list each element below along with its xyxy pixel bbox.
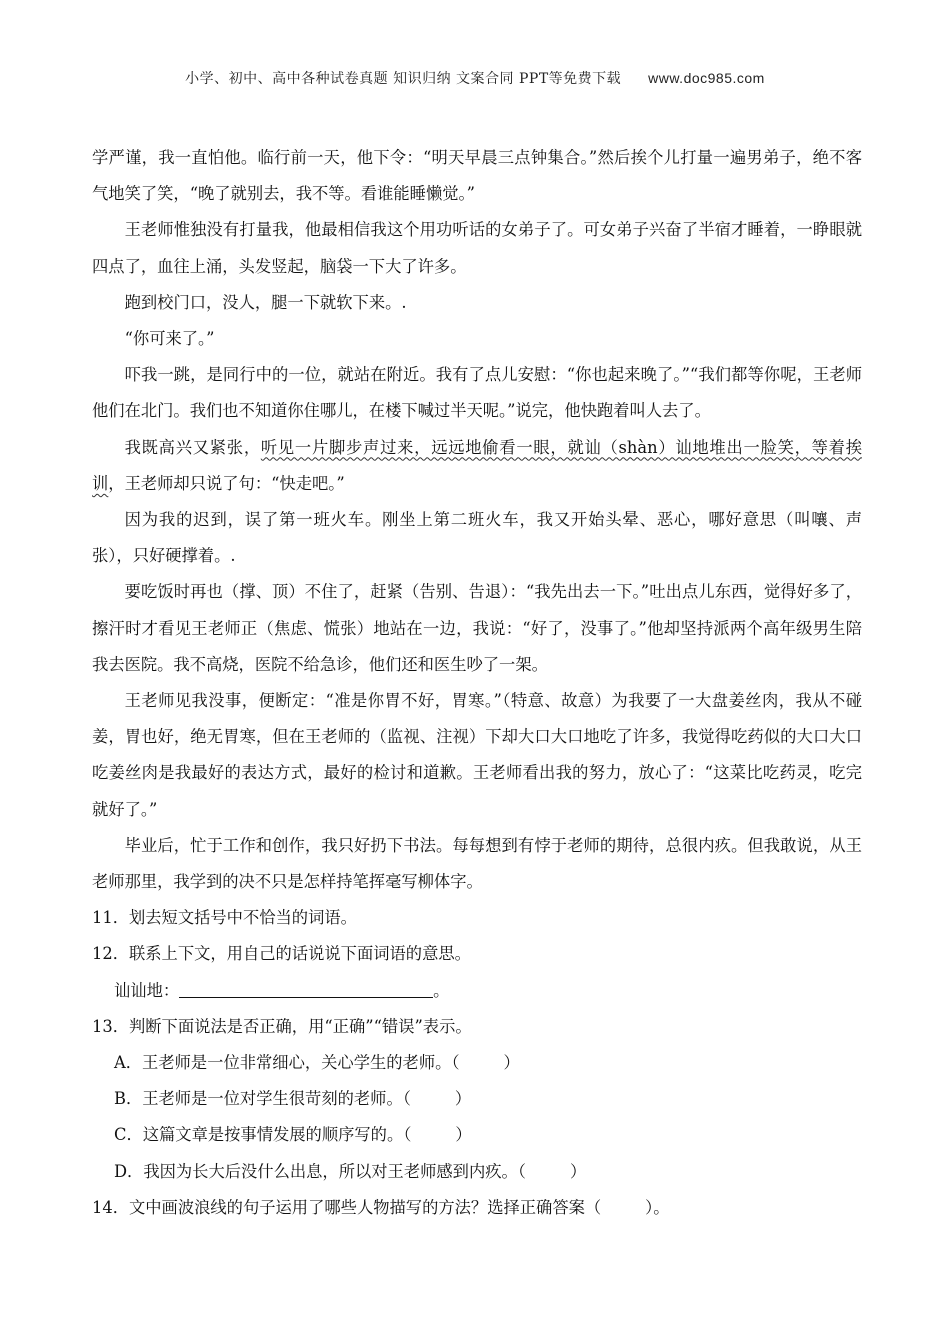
question-12-answer-line (92, 973, 862, 1009)
passage-paragraph-9: 王老师见我没事，便断定：“准是你胃不好，胃寒。”（特意、故意）为我要了一大盘姜丝肉，我从不碰姜，胃也好，绝无胃寒，但在王老师的（监视、注视）下却大口大口地吃了许多，我觉得吃药似的大口大口吃姜丝肉是我最好的表达方式，最好的检讨和道歉。王老师看出我的努力，放心了：“这菜比吃药灵，吃完就好了。” (92, 691, 862, 819)
q13-a-close-paren: ） (503, 1053, 520, 1073)
q14-end: ）。 (645, 1197, 670, 1217)
q13-a-text: A．王老师是一位非常细心，关心学生的老师。（ (114, 1053, 460, 1073)
wavy-underlined-sentence: 听见一片脚步声过来，远远地偷看一眼，就讪（shàn）讪地堆出一脸笑，等着挨训 (92, 437, 862, 493)
header-text: 小学、初中、高中各种试卷真题 知识归纳 文案合同 PPT等免费下载 (185, 71, 622, 87)
page-header (0, 68, 950, 88)
q12-end: 。 (433, 980, 450, 1000)
header-site-link[interactable]: www.doc985.com (648, 70, 765, 86)
q13-c-close-paren: ） (455, 1125, 472, 1145)
q12-blank-line[interactable] (179, 979, 433, 998)
question-13-option-b (92, 1081, 862, 1117)
question-13-option-a (92, 1045, 862, 1081)
passage-paragraph-7: 因为我的迟到，误了第一班火车。刚坐上第二班火车，我又开始头晕、恶心，哪好意思（叫嚷、声张），只好硬撑着。. (92, 510, 862, 566)
document-body (92, 140, 862, 1226)
q13-d-text: D．我因为长大后没什么出息，所以对王老师感到内疚。（ (114, 1161, 526, 1181)
question-13: 13．判断下面说法是否正确，用“正确”“错误”表示。 (92, 1016, 472, 1036)
q13-b-text: B．王老师是一位对学生很苛刻的老师。（ (114, 1089, 411, 1109)
passage-paragraph-8: 要吃饭时再也（撑、顶）不住了，赶紧（告别、告退）：“我先出去一下。”吐出点儿东西，觉得好多了，擦汗时才看见王老师正（焦虑、慌张）地站在一边，我说：“好了，没事了。”他却坚持派两个高年级男生陪我去医院。我不高烧，医院不给急诊，他们还和医生吵了一架。 (92, 582, 862, 674)
question-14 (92, 1190, 862, 1226)
p6-start: 我既高兴又紧张， (124, 437, 261, 457)
passage-paragraph-10: 毕业后，忙于工作和创作，我只好扔下书法。每每想到有悖于老师的期待，总很内疚。但我敢说，从王老师那里，我学到的决不只是怎样持笔挥毫写柳体字。 (92, 835, 862, 892)
question-13-option-c (92, 1117, 862, 1153)
q14-text: 14．文中画波浪线的句子运用了哪些人物描写的方法？选择正确答案（ (92, 1197, 602, 1217)
passage-paragraph-1: 学严谨，我一直怕他。临行前一天，他下令：“明天早晨三点钟集合。”然后挨个儿打量一遍男弟子，绝不客气地笑了笑，“晚了就别去，我不等。看谁能睡懒觉。” (92, 148, 862, 204)
q13-b-close-paren: ） (454, 1089, 472, 1109)
passage-paragraph-6 (92, 430, 862, 502)
q12-term: 讪讪地： (114, 980, 180, 1000)
passage-paragraph-5: 吓我一跳，是同行中的一位，就站在附近。我有了点儿安慰：“你也起来晚了。”“我们都等你呢，王老师他们在北门。我们也不知道你住哪儿，在楼下喊过半天呢。”说完，他快跑着叫人去了。 (92, 365, 862, 421)
q13-d-close-paren: ） (569, 1161, 587, 1181)
p6-end: ，王老师却只说了句：“快走吧。” (108, 473, 345, 493)
question-13-option-d (92, 1154, 862, 1190)
passage-paragraph-2: 王老师惟独没有打量我，他最相信我这个用功听话的女弟子了。可女弟子兴奋了半宿才睡着，一睁眼就四点了，血往上涌，头发竖起，脑袋一下大了许多。 (92, 220, 862, 276)
question-12: 12．联系上下文，用自己的话说说下面词语的意思。 (92, 944, 471, 964)
question-11: 11．划去短文括号中不恰当的词语。 (92, 908, 357, 928)
passage-paragraph-4: “你可来了。” (124, 329, 215, 349)
passage-paragraph-3: 跑到校门口，没人，腿一下就软下来。. (124, 292, 407, 312)
q13-c-text: C．这篇文章是按事情发展的顺序写的。（ (114, 1125, 412, 1145)
